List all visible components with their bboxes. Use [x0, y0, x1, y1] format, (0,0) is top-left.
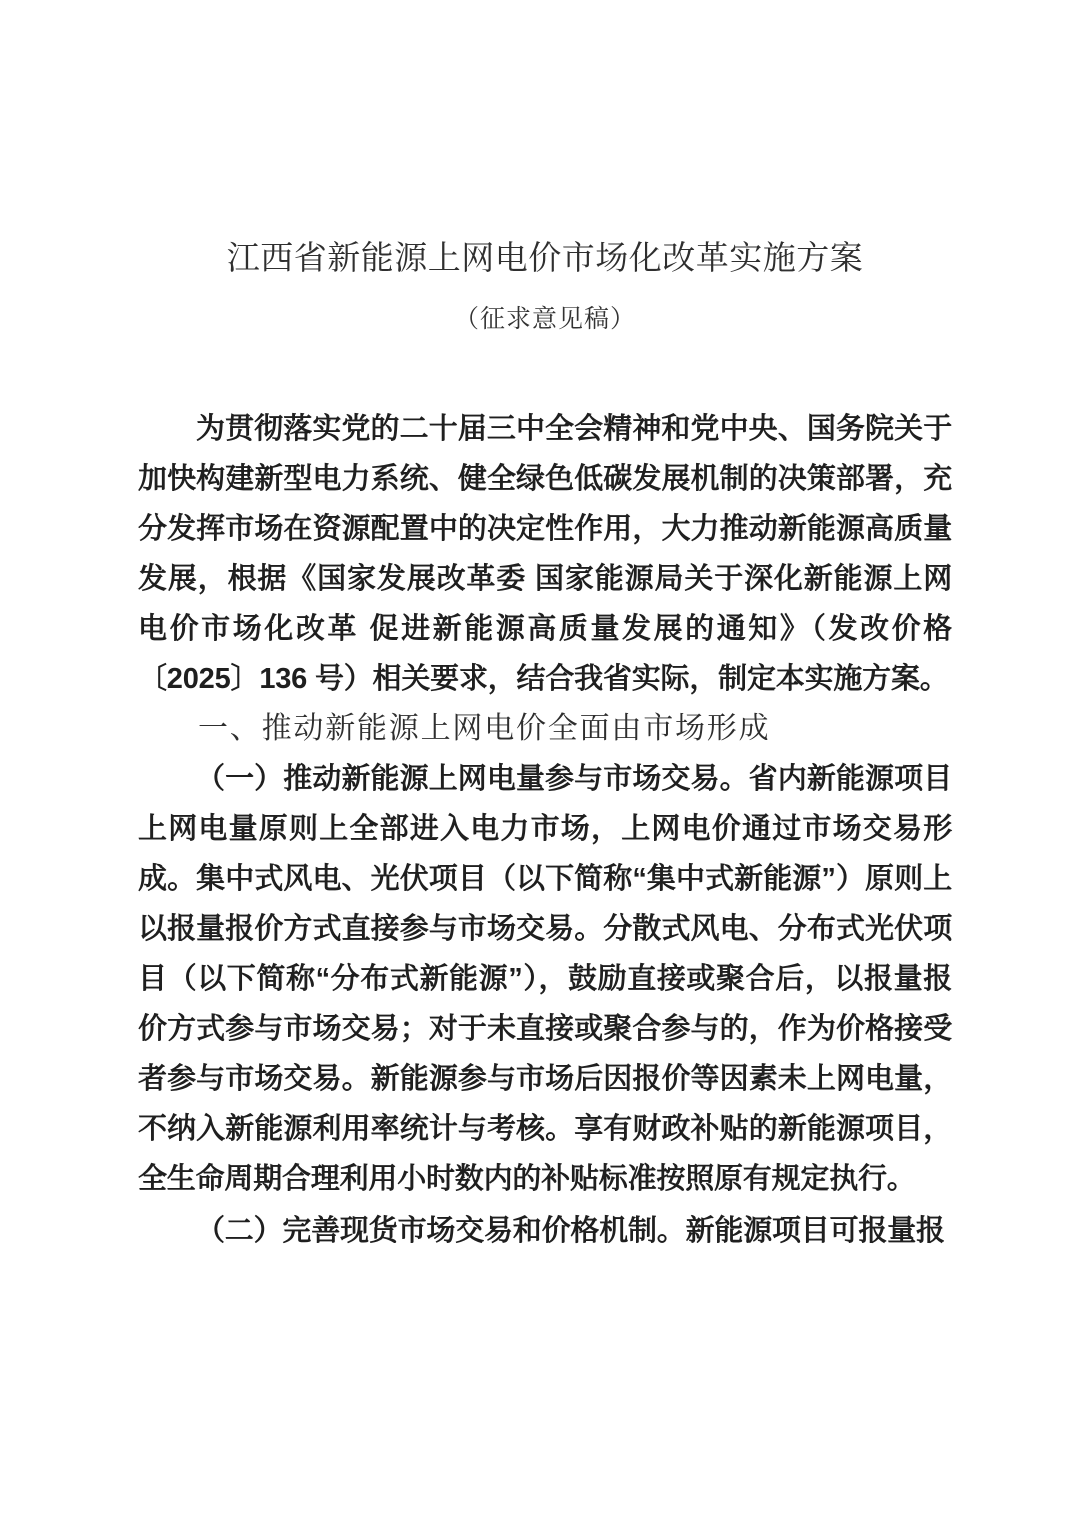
document-title: 江西省新能源上网电价市场化改革实施方案: [226, 241, 864, 277]
paragraph-item-2-partial: （二）完善现货市场交易和价格机制。新能源项目可报量报: [196, 1215, 945, 1247]
document-subtitle: （征求意见稿）: [453, 306, 636, 333]
section-heading-1: 一、推动新能源上网电价全面由市场形成: [198, 712, 771, 745]
paragraph-item-1: （一）推动新能源上网电量参与市场交易。省内新能源项目上网电量原则上全部进入电力市场，上网电价通过市场交易形成。集中式风电、光伏项目（以下简称“集中式新能源”）原则上以报量报价方式直接参与市场交易。分散式风电、分布式光伏项目（以下简称“分布式新能源”），鼓励直接或聚合后，以报量报价方式参与市场交易；对于未直接或聚合参与的，作为价格接受者参与市场交易。新能源参与市场后因报价等因素未上网电量，不纳入新能源利用率统计与考核。享有财政补贴的新能源项目，全生命周期合理利用小时数内的补贴标准按照原有规定执行。: [138, 763, 952, 1195]
document-body: [138, 404, 952, 1256]
paragraph-intro: 为贯彻落实党的二十届三中全会精神和党中央、国务院关于加快构建新型电力系统、健全绿色低碳发展机制的决策部署，充分发挥市场在资源配置中的决定性作用，大力推动新能源高质量发展，根据《国家发展改革委 国家能源局关于深化新能源上网电价市场化改革 促进新能源高质量发展的通知》（发改价格〔2025〕136 号）相关要求，结合我省实际，制定本实施方案。: [138, 413, 952, 695]
